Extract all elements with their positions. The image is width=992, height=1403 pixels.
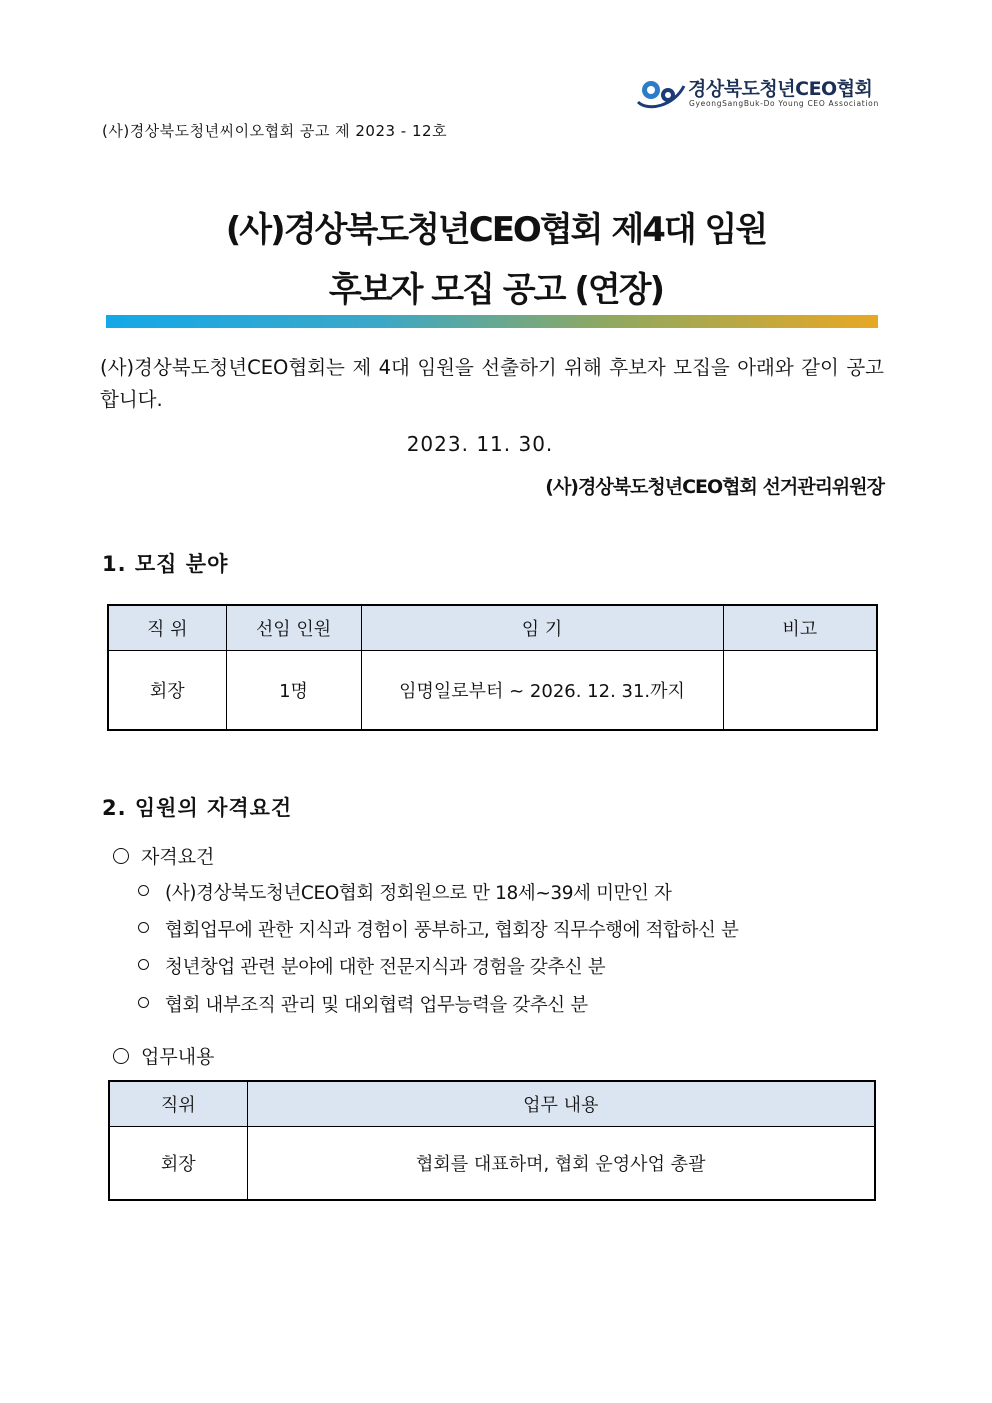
page-title-line1: (사)경상북도청년CEO협회 제4대 임원 <box>225 210 767 250</box>
page-title-line2: 후보자 모집 공고 (연장) <box>328 270 664 310</box>
header-position: 직위 <box>109 1081 247 1127</box>
table-header-row <box>108 605 877 651</box>
circle-bullet-icon <box>138 885 149 896</box>
circle-bullet-icon <box>138 922 149 933</box>
list-item: 협회업무에 관한 지식과 경험이 풍부하고, 협회장 직무수행에 적합하신 분 <box>138 916 738 942</box>
title-divider-bar <box>106 315 878 328</box>
logo-subtitle: GyeongSangBuk-Do Young CEO Association <box>689 99 879 108</box>
duties-heading: 업무내용 <box>113 1042 214 1069</box>
cell-duties: 협회를 대표하며, 협회 운영사업 총괄 <box>247 1127 875 1201</box>
table-row <box>108 651 877 731</box>
duties-table <box>108 1080 876 1201</box>
table-header-row <box>109 1081 875 1127</box>
signer: (사)경상북도청년CEO협회 선거관리위원장 <box>545 476 884 498</box>
recruitment-table <box>107 604 878 731</box>
list-item: (사)경상북도청년CEO협회 정회원으로 만 18세~39세 미만인 자 <box>138 879 671 905</box>
table-row <box>109 1127 875 1201</box>
circle-bullet-icon <box>113 1048 129 1064</box>
cell-headcount: 1명 <box>226 651 361 731</box>
header-remarks: 비고 <box>723 605 877 651</box>
section-title-qualifications: 2. 임원의 자격요건 <box>102 796 293 820</box>
header-headcount: 선임 인원 <box>226 605 361 651</box>
logo-name: 경상북도청년CEO협회 <box>688 78 873 100</box>
circle-bullet-icon <box>138 997 149 1008</box>
association-logo <box>634 74 894 114</box>
cell-position: 회장 <box>109 1127 247 1201</box>
cell-position: 회장 <box>108 651 226 731</box>
list-item: 청년창업 관련 분야에 대한 전문지식과 경험을 갖추신 분 <box>138 953 605 979</box>
qualifications-heading: 자격요건 <box>113 842 214 869</box>
header-duties: 업무 내용 <box>247 1081 875 1127</box>
header-term: 임 기 <box>361 605 723 651</box>
section-title-recruitment: 1. 모집 분야 <box>102 552 229 576</box>
circle-bullet-icon <box>138 959 149 970</box>
list-item: 협회 내부조직 관리 및 대외협력 업무능력을 갖추신 분 <box>138 991 588 1017</box>
intro-paragraph: (사)경상북도청년CEO협회는 제 4대 임원을 선출하기 위해 후보자 모집을 아래와 같이 공고합니다. <box>100 356 884 411</box>
logo-emblem-icon <box>634 76 686 110</box>
circle-bullet-icon <box>113 848 129 864</box>
cell-remarks <box>723 651 877 731</box>
cell-term: 임명일로부터 ~ 2026. 12. 31.까지 <box>361 651 723 731</box>
notice-date: 2023. 11. 30. <box>406 432 554 456</box>
notice-number: (사)경상북도청년씨이오협회 공고 제 2023 - 12호 <box>102 122 448 140</box>
header-position: 직 위 <box>108 605 226 651</box>
